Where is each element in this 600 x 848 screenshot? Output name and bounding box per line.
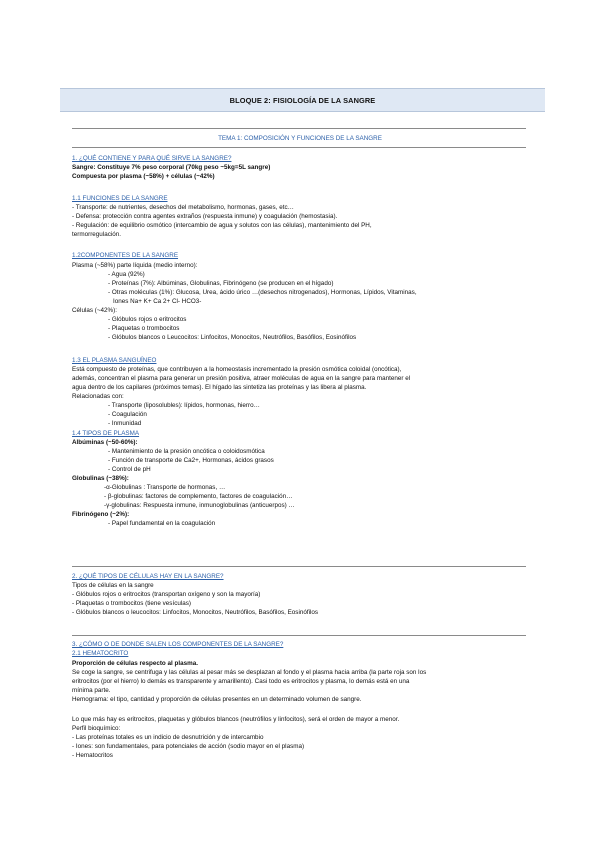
text-line: Está compuesto de proteínas, que contribuyen a la homeostasis incrementado la presión osmótica coloidal (oncótica), (72, 366, 402, 373)
text-line: - Hematocritos (72, 752, 113, 759)
topic-title: TEMA 1: COMPOSICIÓN Y FUNCIONES DE LA SANGRE (218, 135, 382, 142)
text-line: Fibrinógeno (~2%): (72, 511, 130, 518)
text-line: Perfil bioquímico: (72, 725, 121, 732)
text-line: Relacionadas con: (72, 393, 124, 400)
text-line: - Otras moléculas (1%): Glucosa, Urea, ácido úrico …(desechos nitrogenados), Hormonas, Lípidos, Vitaminas, (108, 289, 417, 296)
section-2-1-heading: 2.1 HEMATOCRITO (72, 650, 129, 657)
text-line: - Plaquetas o trombocitos (tiene vesículas) (72, 600, 191, 607)
text-line: - Defensa: protección contra agentes extraños (respuesta inmune) y coagulación (hemostasia). (72, 213, 338, 220)
text-line: -α-Globulinas : Transporte de hormonas, … (104, 484, 226, 491)
text-line: - Las proteínas totales es un indicio de desnutrición y de intercambio (72, 734, 264, 741)
text-line: - Transporte: de nutrientes, desechos del metabolismo, hormonas, gases, etc… (72, 204, 294, 211)
text-line: - Transporte (liposolubles): lípidos, hormonas, hierro… (108, 402, 260, 409)
text-line: Hemograma: el tipo, cantidad y proporción de células presentes en un determinado volumen de sangre. (72, 696, 362, 703)
text-line: - Papel fundamental en la coagulación (108, 520, 216, 527)
section-1-heading: 1. ¿QUÉ CONTIENE Y PARA QUÉ SIRVE LA SANGRE? (72, 155, 232, 162)
text-line: Albúminas (~50-60%): (72, 439, 138, 446)
text-line: Tipos de células en la sangre (72, 582, 154, 589)
text-line: - Plaquetas o trombocitos (108, 325, 180, 332)
text-line: eritrocitos (por el hierro) lo demás es transparente y amarillento). Casi todo es eritrocitos y plasma, lo demás está en una (72, 678, 410, 685)
divider (72, 147, 526, 148)
text-line: Plasma (~58%) parte líquida (medio interno): (72, 262, 198, 269)
section-1-4-heading: 1.4 TIPOS DE PLASMA (72, 430, 140, 437)
text-line: Lo que más hay es eritrocitos, plaquetas y glóbulos blancos (neutrófilos y linfocitos), será el orden de mayor a menor. (72, 716, 400, 723)
text-line: termorregulación. (72, 231, 121, 238)
text-line: Sangre: Constituye 7% peso corporal (70kg peso ~5kg=5L sangre) (72, 164, 271, 171)
text-line: - Función de transporte de Ca2+, Hormonas, ácidos grasos (108, 457, 274, 464)
text-line: - Agua (92%) (108, 271, 145, 278)
section-3-heading: 3. ¿CÓMO O DE DONDE SALEN LOS COMPONENTES DE LA SANGRE? (72, 641, 284, 648)
text-line: - Glóbulos blancos o leucocitos: Linfocitos, Monocitos, Neutrófilos, Basófilos, Eosinófilos (72, 609, 319, 616)
text-line: Globulinas (~38%): (72, 475, 129, 482)
text-line: - Regulación: de equilibrio osmótico (intercambio de agua y solutos con las células), mantenimiento del PH, (72, 222, 372, 229)
divider (72, 128, 526, 129)
divider (72, 635, 526, 636)
text-line: - Glóbulos rojos o eritrocitos (108, 316, 187, 323)
section-1-1-heading: 1.1 FUNCIONES DE LA SANGRE (72, 195, 168, 202)
text-line: Compuesta por plasma (~58%) + células (~42%) (72, 173, 215, 180)
text-line: Células (~42%): (72, 307, 117, 314)
text-line: mínima parte. (72, 687, 111, 694)
text-line: - Mantenimiento de la presión oncótica o coloidosmótica (108, 448, 265, 455)
divider (72, 566, 526, 567)
text-line: Iones Na+ K+ Ca 2+ Cl- HCO3- (113, 298, 202, 305)
text-line: - Glóbulos blancos o Leucocitos: Linfocitos, Monocitos, Neutrófilos, Basófilos, Eosinófilos (108, 334, 357, 341)
text-line: agua dentro de los capilares (próximos temas). El hígado las sintetiza las proteínas y las libera al plasma. (72, 384, 367, 391)
text-line: - β-globulinas: factores de complemento, factores de coagulación… (104, 493, 293, 500)
section-1-2-heading: 1.2COMPONENTES DE LA SANGRE (72, 252, 179, 259)
block-title-banner: BLOQUE 2: FISIOLOGÍA DE LA SANGRE (60, 88, 545, 112)
text-line: Proporción de células respecto al plasma. (72, 660, 198, 667)
section-1-3-heading: 1.3 EL PLASMA SANGUÍNEO (72, 357, 157, 364)
text-line: - Control de pH (108, 466, 151, 473)
text-line: - Coagulación (108, 411, 147, 418)
section-2-heading: 2. ¿QUÉ TIPOS DE CÉLULAS HAY EN LA SANGRE? (72, 573, 224, 580)
text-line: además, concentran el plasma para generar un presión positiva, atraer moléculas de agua en la sangre para mantener el (72, 375, 411, 382)
text-line: -γ-globulinas: Respuesta inmune, inmunoglobulinas (anticuerpos) … (104, 502, 295, 509)
text-line: - Proteínas (7%): Albúminas, Globulinas, Fibrinógeno (se producen en el hígado) (108, 280, 334, 287)
text-line: - Glóbulos rojos o eritrocitos (transportan oxígeno y son la mayoría) (72, 591, 261, 598)
text-line: Se coge la sangre, se centrifuga y las células al pesar más se desplazan al fondo y el plasma hacia arriba (la parte roja son los (72, 669, 427, 676)
text-line: - Iones: son fundamentales, para potenciales de acción (sodio mayor en el plasma) (72, 743, 305, 750)
text-line: - Inmunidad (108, 420, 142, 427)
